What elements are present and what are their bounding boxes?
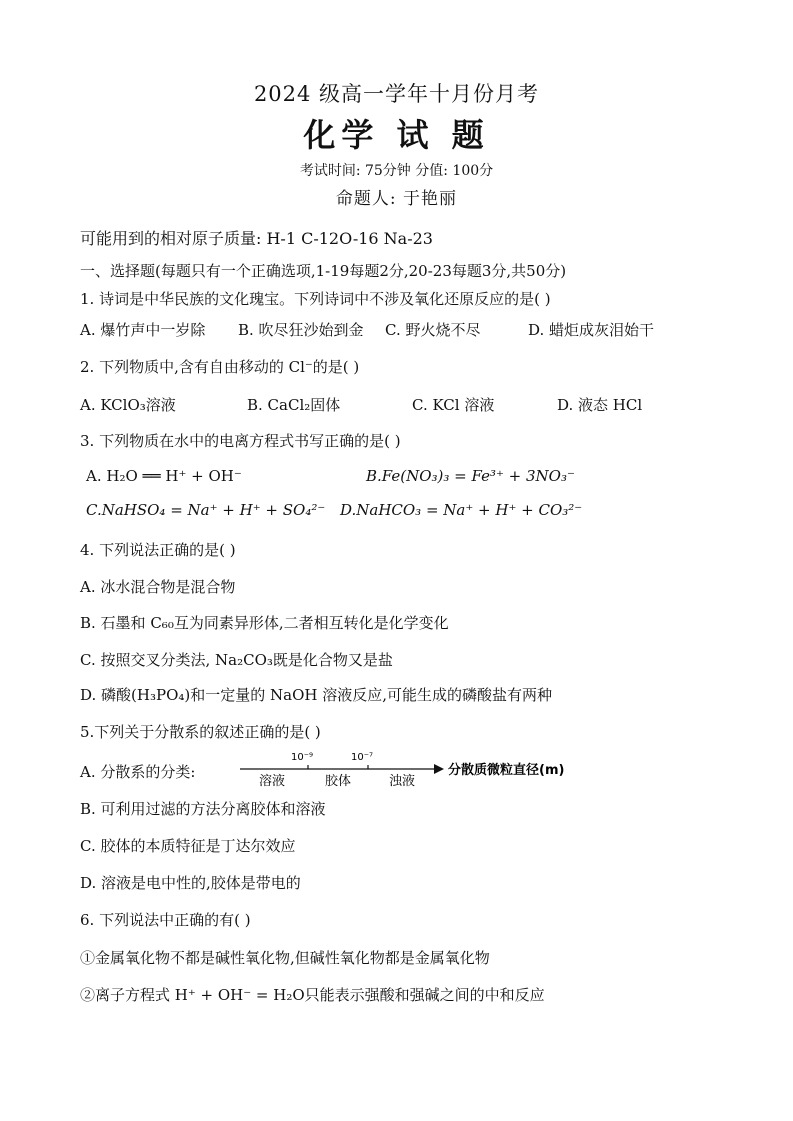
question-5-option-a: A. 分散系的分类: (80, 763, 196, 781)
subject-title: 化学 试 题 (303, 116, 490, 154)
question-4-option-c: C. 按照交叉分类法, Na₂CO₃既是化合物又是盐 (80, 651, 393, 669)
segment-suspension: 浊液 (388, 774, 416, 789)
question-2-option-a: A. KClO₃溶液 (80, 396, 176, 414)
question-6-statement-2: ②离子方程式 H⁺ + OH⁻ = H₂O只能表示强酸和强碱之间的中和反应 (80, 986, 545, 1004)
question-3-stem: 3. 下列物质在水中的电离方程式书写正确的是( ) (80, 432, 401, 450)
axis-arrow-icon (434, 764, 444, 774)
exam-title: 2024 级高一学年十月份月考 (253, 82, 540, 106)
question-4-stem: 4. 下列说法正确的是( ) (80, 541, 236, 559)
question-4-option-a: A. 冰水混合物是混合物 (80, 578, 236, 596)
section-heading: 一、选择题(每题只有一个正确选项,1-19每题2分,20-23每题3分,共50分) (80, 262, 567, 280)
question-5-stem: 5.下列关于分散系的叙述正确的是( ) (80, 723, 321, 741)
atomic-mass-line: 可能用到的相对原子质量: H-1 C-12O-16 Na-23 (80, 229, 433, 248)
question-6-statement-1: ①金属氧化物不都是碱性氧化物,但碱性氧化物都是金属氧化物 (80, 949, 490, 967)
question-1-option-d: D. 蜡炬成灰泪始干 (528, 321, 655, 339)
question-2-option-b: B. CaCl₂固体 (247, 396, 341, 414)
question-5-option-c: C. 胶体的本质特征是丁达尔效应 (80, 837, 296, 855)
question-4-option-d: D. 磷酸(H₃PO₄)和一定量的 NaOH 溶液反应,可能生成的磷酸盐有两种 (80, 686, 552, 704)
question-2-stem: 2. 下列物质中,含有自由移动的 Cl⁻的是( ) (80, 358, 360, 376)
question-5-option-b: B. 可利用过滤的方法分离胶体和溶液 (80, 800, 326, 818)
question-4-option-b: B. 石墨和 C₆₀互为同素异形体,二者相互转化是化学变化 (80, 614, 449, 632)
question-1-option-c: C. 野火烧不尽 (385, 321, 481, 339)
question-3-option-c: C.NaHSO₄ = Na⁺ + H⁺ + SO₄²⁻ (86, 501, 326, 519)
question-6-stem: 6. 下列说法中正确的有( ) (80, 911, 251, 929)
tick-label-1: 10⁻⁹ (290, 752, 314, 763)
question-1-option-b: B. 吹尽狂沙始到金 (238, 321, 364, 339)
exam-author: 命题人: 于艳丽 (335, 189, 458, 209)
segment-solution: 溶液 (258, 774, 286, 789)
question-1-stem: 1. 诗词是中华民族的文化瑰宝。下列诗词中不涉及氧化还原反应的是( ) (80, 290, 551, 308)
question-2-option-d: D. 液态 HCl (557, 396, 643, 414)
axis-label: 分散质微粒直径(m) (448, 763, 565, 778)
tick-label-2: 10⁻⁷ (350, 752, 374, 763)
segment-colloid: 胶体 (324, 774, 352, 789)
question-5-option-d: D. 溶液是电中性的,胶体是带电的 (80, 874, 301, 892)
dispersion-diagram (238, 745, 578, 795)
question-2-option-c: C. KCl 溶液 (412, 396, 495, 414)
question-3-option-b: B.Fe(NO₃)₃ = Fe³⁺ + 3NO₃⁻ (366, 467, 575, 485)
question-1-option-a: A. 爆竹声中一岁除 (80, 321, 206, 339)
question-3-option-d: D.NaHCO₃ = Na⁺ + H⁺ + CO₃²⁻ (340, 501, 583, 519)
exam-info: 考试时间: 75分钟 分值: 100分 (299, 163, 494, 179)
question-3-option-a: A. H₂O ══ H⁺ + OH⁻ (86, 467, 242, 485)
